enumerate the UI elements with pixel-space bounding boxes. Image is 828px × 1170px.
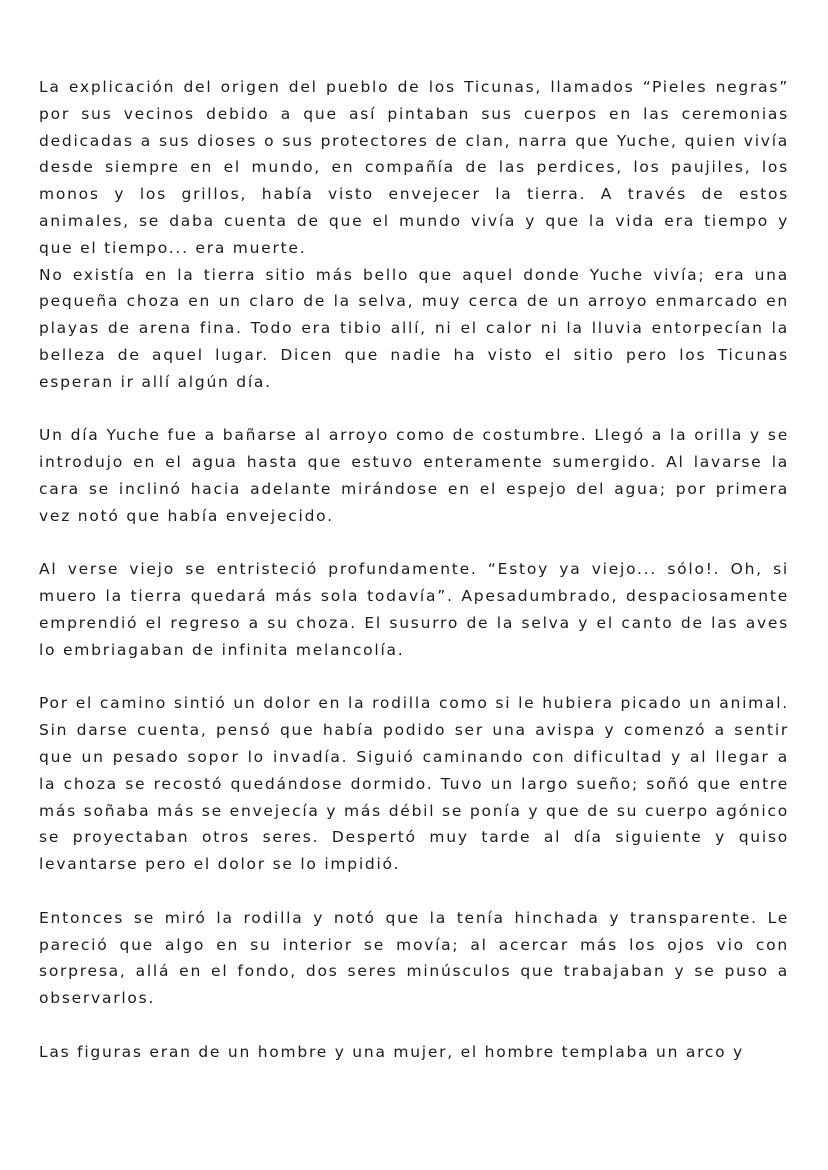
paragraph-bath-arroyo: Un día Yuche fue a bañarse al arroyo como de costumbre. Llegó a la orilla y se introdujo en el agua hasta que estuvo enteramente sumergido. Al lavarse la cara se inclinó hacia adelante mirándose en el espejo del agua; por primera vez notó que había envejecido.	[39, 426, 789, 525]
document-page	[39, 74, 789, 1065]
paragraph-sadness: Al verse viejo se entristeció profundamente. “Estoy ya viejo... sólo!. Oh, si muero la tierra quedará más sola todavía”. Apesadumbrado, despaciosamente emprendió el regreso a su choza. El susurro de la selva y el canto de las aves lo embriagaban de infinita melancolía.	[39, 560, 789, 659]
paragraph-origin-ticunas: La explicación del origen del pueblo de los Ticunas, llamados “Pieles negras” por sus vecinos debido a que así pintaban sus cuerpos en las ceremonias dedicadas a sus dioses o sus protectores de clan, narra que Yuche, quien vivía desde siempre en el mundo, en compañía de las perdices, los paujiles, los monos y los grillos, había visto envejecer la tierra. A través de estos animales, se daba cuenta de que el mundo vivía y que la vida era tiempo y que el tiempo... era muerte.	[39, 78, 789, 257]
paragraph-yuche-home: No existía en la tierra sitio más bello que aquel donde Yuche vivía; era una pequeña choza en un claro de la selva, muy cerca de un arroyo enmarcado en playas de arena fina. Todo era tibio allí, ni el calor ni la lluvia entorpecían la belleza de aquel lugar. Dicen que nadie ha visto el sitio pero los Ticunas esperan ir allí algún día.	[39, 265, 789, 391]
paragraph-swollen-knee: Entonces se miró la rodilla y notó que la tenía hinchada y transparente. Le pareció que algo en su interior se movía; al acercar más los ojos vio con sorpresa, allá en el fondo, dos seres minúsculos que trabajaban y se puso a observarlos.	[39, 908, 789, 1008]
paragraph-knee-pain: Por el camino sintió un dolor en la rodilla como si le hubiera picado un animal. Sin darse cuenta, pensó que había podido ser una avispa y comenzó a sentir que un pesado sopor lo invadía. Siguió caminando con dificultad y al llegar a la choza se recostó quedándose dormido. Tuvo un largo sueño; soñó que entre más soñaba más se envejecía y más débil se ponía y que de su cuerpo agónico se proyectaban otros seres. Despertó muy tarde al día siguiente y quiso levantarse pero el dolor se lo impidió.	[39, 694, 789, 874]
paragraph-figures: Las figuras eran de un hombre y una mujer, el hombre templaba un arco y	[39, 1042, 744, 1061]
